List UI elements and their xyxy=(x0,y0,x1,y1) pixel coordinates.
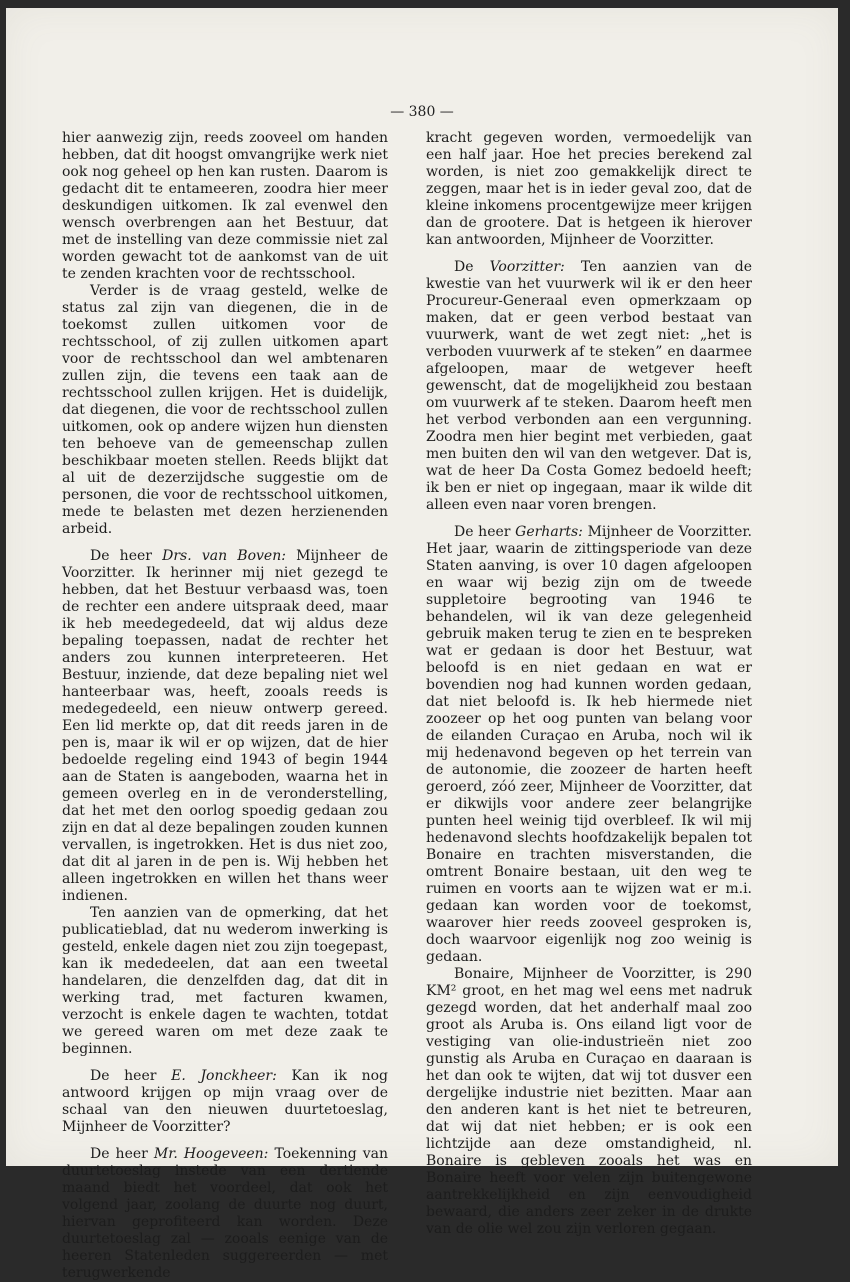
paragraph: Bonaire, Mijnheer de Voorzitter, is 290 KM² groot, en het mag wel eens met nadruk gezegd worden, dat het anderhalf maal zoo groot als Aruba is. Ons eiland ligt voor de vestiging van olie-industrieën niet zoo gunstig als Aruba en Curaçao en daaraan is het dan ook te wijten, dat wij tot dusver een dergelijke industrie niet bezitten. Maar aan den anderen kant is het niet te betreuren, dat wij dat niet hebben; er is ook een lichtzijde aan deze omstandigheid, nl. Bonaire is gebleven zooals het was en Bonaire heeft voor velen zijn buitengewone aantrekkelijkheid en zijn eenvoudigheid bewaard, die anders zeer zeker in de drukte van de olie wel zou zijn verloren gegaan. xyxy=(426,966,752,1237)
paragraph: De heer Drs. van Boven: Mijnheer de Voorzitter. Ik herinner mij niet gezegd te hebben, dat het Bestuur verbaasd was, toen de rechter een andere uitspraak deed, maar ik heb meedegedeeld, dat wij aldus deze bepaling toepassen, nadat de rechter het anders zou kunnen interpreteeren. Het Bestuur, inziende, dat deze bepaling niet wel hanteerbaar was, heeft, zooals reeds is medegedeeld, een nieuw ontwerp gereed. Een lid merkte op, dat dit reeds jaren in de pen is, maar ik wil er op wijzen, dat de hier bedoelde regeling eind 1943 of begin 1944 aan de Staten is aangeboden, waarna het in gemeen overleg en in de veronderstelling, dat het met den oorlog spoedig gedaan zou zijn en dat al deze bepalingen zouden kunnen vervallen, is ingetrokken. Het is dus niet zoo, dat dit al jaren in de pen is. Wij hebben het alleen ingetrokken en willen het thans weer indienen. xyxy=(62,548,388,904)
paragraph: De heer E. Jonckheer: Kan ik nog antwoord krijgen op mijn vraag over de schaal van den nieuwen duurtetoeslag, Mijnheer de Voorzitter? xyxy=(62,1068,388,1135)
speaker-name: Gerharts: xyxy=(515,524,583,540)
speaker-name: Voorzitter: xyxy=(489,259,565,275)
speaker-name: Drs. van Boven: xyxy=(162,548,286,564)
paragraph: Verder is de vraag gesteld, welke de status zal zijn van diegenen, die in de toekomst zullen uitkomen voor de rechtsschool, of zij zullen uitkomen apart voor de rechtsschool dan wel ambtenaren zullen zijn, die tevens een taak aan de rechtsschool zullen krijgen. Het is duidelijk, dat diegenen, die voor de rechtsschool zullen uitkomen, ook op andere wijzen hun diensten ten behoeve van de gemeenschap zullen beschikbaar moeten stellen. Reeds blijkt dat al uit de dezerzijdsche suggestie om de personen, die voor de rechtsschool uitkomen, mede te belasten met dezen herzienenden arbeid. xyxy=(62,283,388,537)
speaker-name: E. Jonckheer: xyxy=(171,1068,277,1084)
left-column xyxy=(62,130,388,1282)
speaker-name: Mr. Hoogeveen: xyxy=(153,1146,269,1162)
paragraph: hier aanwezig zijn, reeds zooveel om handen hebben, dat dit hoogst omvangrijke werk niet ook nog geheel op hen kan rusten. Daarom is gedacht dit te entameeren, zoodra hier meer deskundigen uitkomen. Ik zal evenwel den wensch overbrengen aan het Bestuur, dat met de instelling van deze commissie niet zal worden gewacht tot de aankomst van de uit te zenden krachten voor de rechtsschool. xyxy=(62,130,388,282)
paragraph: De heer Gerharts: Mijnheer de Voorzitter. Het jaar, waarin de zittingsperiode van deze Staten aanving, is over 10 dagen afgeloopen en waar wij bezig zijn om de tweede suppletoire begrooting van 1946 te behandelen, wil ik van deze gelegenheid gebruik maken terug te zien en te bespreken wat er gedaan is door het Bestuur, wat beloofd is en niet gedaan en wat er bovendien nog had kunnen worden gedaan, dat niet beloofd is. Ik heb hiermede niet zoozeer op het oog punten van belang voor de eilanden Curaçao en Aruba, noch wil ik mij hedenavond begeven op het terrein van de autonomie, die zoozeer de harten heeft geroerd, zóó zeer, Mijnheer de Voorzitter, dat er dikwijls voor andere zeer belangrijke punten heel weinig tijd overbleef. Ik wil mij hedenavond slechts hoofdzakelijk bepalen tot Bonaire en trachten misverstanden, die omtrent Bonaire bestaan, uit den weg te ruimen en voorts aan te wijzen wat er m.i. gedaan kan worden voor de toekomst, waarover hier reeds zooveel gesproken is, doch waarvoor eigenlijk nog zoo weinig is gedaan. xyxy=(426,524,752,965)
paragraph: kracht gegeven worden, vermoedelijk van een half jaar. Hoe het precies berekend zal worden, is niet zoo gemakkelijk direct te zeggen, maar het is in ieder geval zoo, dat de kleine inkomens procentgewijze meer krijgen dan de grootere. Dat is hetgeen ik hierover kan antwoorden, Mijnheer de Voorzitter. xyxy=(426,130,752,248)
right-column xyxy=(426,130,752,1238)
paragraph: De Voorzitter: Ten aanzien van de kwestie van het vuurwerk wil ik er den heer Procureur-Generaal even opmerkzaam op maken, dat er geen verbod bestaat van vuurwerk, want de wet zegt niet: „het is verboden vuurwerk af te steken” en daarmee afgeloopen, maar de wetgever heeft gewenscht, dat de mogelijkheid zou bestaan om vuurwerk af te steken. Daarom heeft men het verbod verbonden aan een vergunning. Zoodra men hier begint met verbieden, gaat men buiten den wil van den wetgever. Dat is, wat de heer Da Costa Gomez bedoeld heeft; ik ben er niet op ingegaan, maar ik wilde dit alleen even naar voren brengen. xyxy=(426,259,752,513)
paragraph: De heer Mr. Hoogeveen: Toekenning van duurtetoeslag instede van een dertiende maand biedt het voordeel, dat ook het volgend jaar, zoolang de duurte nog duurt, hiervan geprofiteerd kan worden. Deze duurtetoeslag zal — zooals eenige van de heeren Statenleden suggereerden — met terugwerkende xyxy=(62,1146,388,1281)
page-number: — 380 — xyxy=(390,104,454,120)
paragraph: Ten aanzien van de opmerking, dat het publicatieblad, dat nu wederom inwerking is gesteld, enkele dagen niet zou zijn toegepast, kan ik mededeelen, dat aan een tweetal handelaren, die denzelfden dag, dat dit in werking trad, met facturen kwamen, verzocht is enkele dagen te wachten, totdat we gereed waren om met deze zaak te beginnen. xyxy=(62,905,388,1057)
document-page xyxy=(6,8,838,1281)
